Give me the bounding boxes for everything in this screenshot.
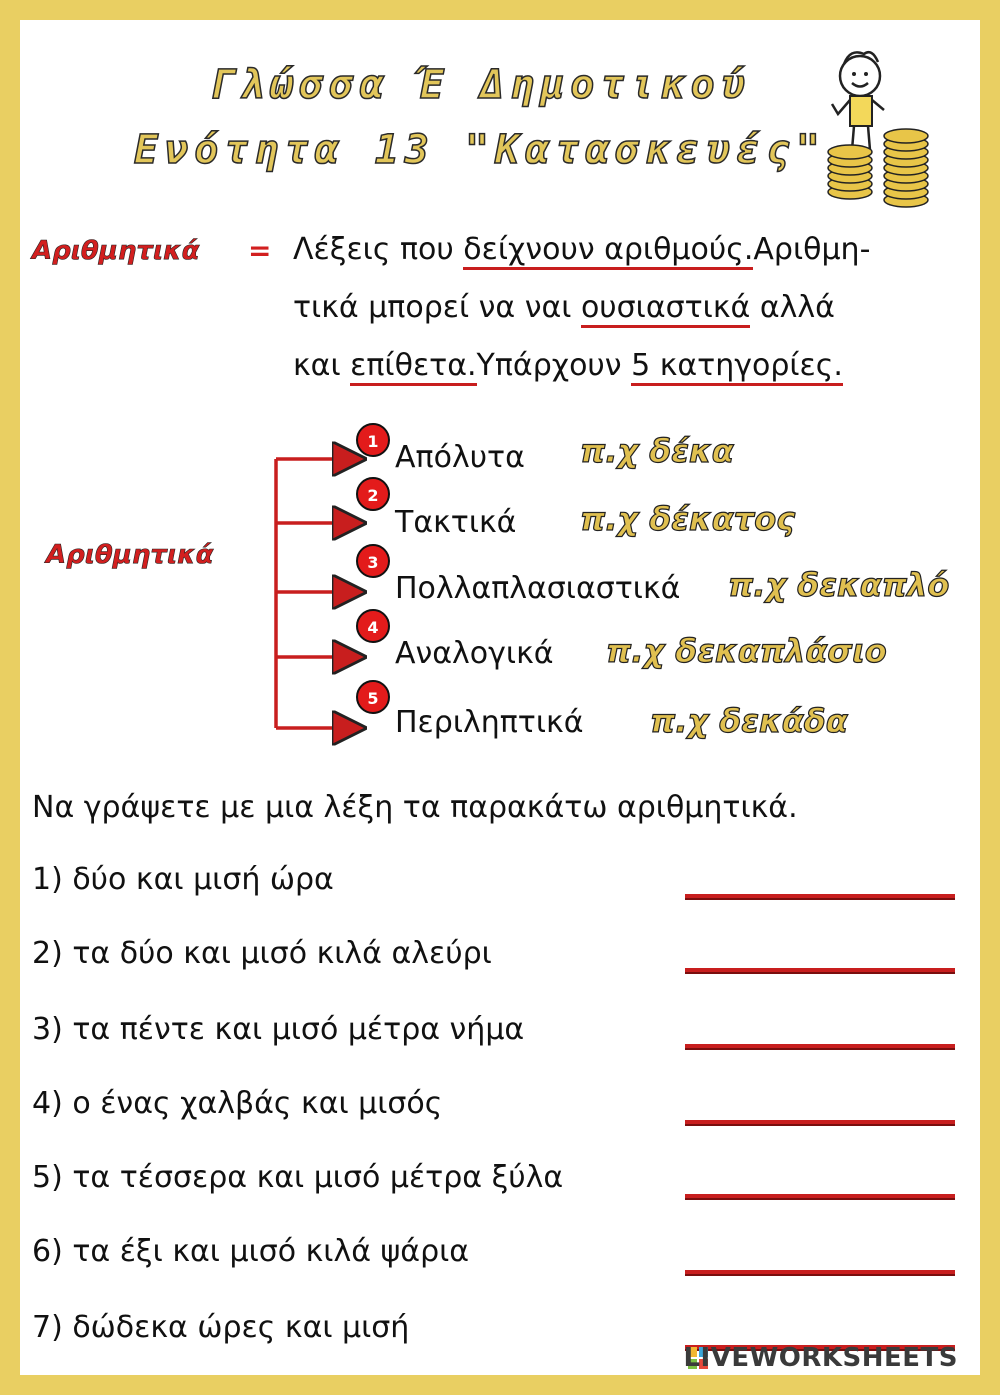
answer-line-4[interactable] bbox=[685, 1120, 955, 1126]
definition-line-2 bbox=[293, 290, 835, 325]
answer-line-3[interactable] bbox=[685, 1044, 955, 1050]
category-name-1: Απόλυτα bbox=[395, 440, 525, 475]
text: τικά μπορεί να ναι bbox=[293, 290, 581, 325]
categories-label: Αριθμητικά bbox=[46, 540, 214, 570]
text: Λέξεις που bbox=[293, 232, 464, 267]
category-name-5: Περιληπτικά bbox=[395, 705, 584, 740]
category-example-1: π.χ δέκα bbox=[580, 432, 734, 470]
question-1: 1) δύο και μισή ώρα bbox=[32, 862, 334, 897]
text: αλλά bbox=[750, 290, 835, 325]
definition-line-3 bbox=[293, 348, 843, 383]
category-example-4: π.χ δεκαπλάσιο bbox=[606, 632, 887, 670]
answer-line-1[interactable] bbox=[685, 894, 955, 900]
question-3: 3) τα πέντε και μισό μέτρα νήμα bbox=[32, 1012, 525, 1047]
title-line-1: Γλώσσα Έ Δημοτικού bbox=[209, 62, 751, 108]
answer-line-2[interactable] bbox=[685, 968, 955, 974]
category-name-2: Τακτικά bbox=[395, 505, 517, 540]
underlined-text: δείχνουν αριθμούς. bbox=[463, 232, 753, 270]
category-name-3: Πολλαπλασιαστικά bbox=[395, 571, 681, 606]
underlined-text: 5 κατηγορίες. bbox=[631, 348, 843, 386]
text: Αριθμη- bbox=[753, 232, 871, 267]
answer-line-5[interactable] bbox=[685, 1194, 955, 1200]
question-7: 7) δώδεκα ώρες και μισή bbox=[32, 1310, 410, 1345]
number-badge-4: 4 bbox=[356, 609, 390, 643]
text: και bbox=[293, 348, 351, 383]
number-badge-5: 5 bbox=[356, 680, 390, 714]
category-name-4: Αναλογικά bbox=[395, 636, 554, 671]
bracket-arrows bbox=[20, 420, 400, 750]
question-4: 4) ο ένας χαλβάς και μισός bbox=[32, 1086, 443, 1121]
question-5: 5) τα τέσσερα και μισό μέτρα ξύλα bbox=[32, 1160, 564, 1195]
number-badge-2: 2 bbox=[356, 477, 390, 511]
definition-line-1 bbox=[293, 232, 870, 267]
text: Υπάρχουν bbox=[476, 348, 632, 383]
question-6: 6) τα έξι και μισό κιλά ψάρια bbox=[32, 1234, 470, 1269]
number-badge-1: 1 bbox=[356, 423, 390, 457]
title-line-2: Ενότητα 13 "Κατασκευές" bbox=[134, 127, 826, 173]
worksheet bbox=[20, 20, 980, 1375]
question-2: 2) τα δύο και μισό κιλά αλεύρι bbox=[32, 936, 492, 971]
underlined-text: ουσιαστικά bbox=[581, 290, 750, 328]
equals-sign: = bbox=[248, 234, 272, 267]
definition-label: Αριθμητικά bbox=[32, 236, 200, 266]
category-example-3: π.χ δεκαπλό bbox=[728, 566, 950, 604]
category-example-5: π.χ δεκάδα bbox=[650, 702, 848, 740]
liveworksheets-brand: LIVEWORKSHEETS bbox=[683, 1343, 958, 1373]
number-badge-3: 3 bbox=[356, 544, 390, 578]
category-example-2: π.χ δέκατος bbox=[580, 500, 796, 538]
underlined-text: επίθετα. bbox=[350, 348, 476, 386]
exercise-instruction: Να γράψετε με μια λέξη τα παρακάτω αριθμητικά. bbox=[32, 790, 798, 825]
answer-line-6[interactable] bbox=[685, 1270, 955, 1276]
stick-figure-coins-illustration bbox=[820, 38, 940, 213]
